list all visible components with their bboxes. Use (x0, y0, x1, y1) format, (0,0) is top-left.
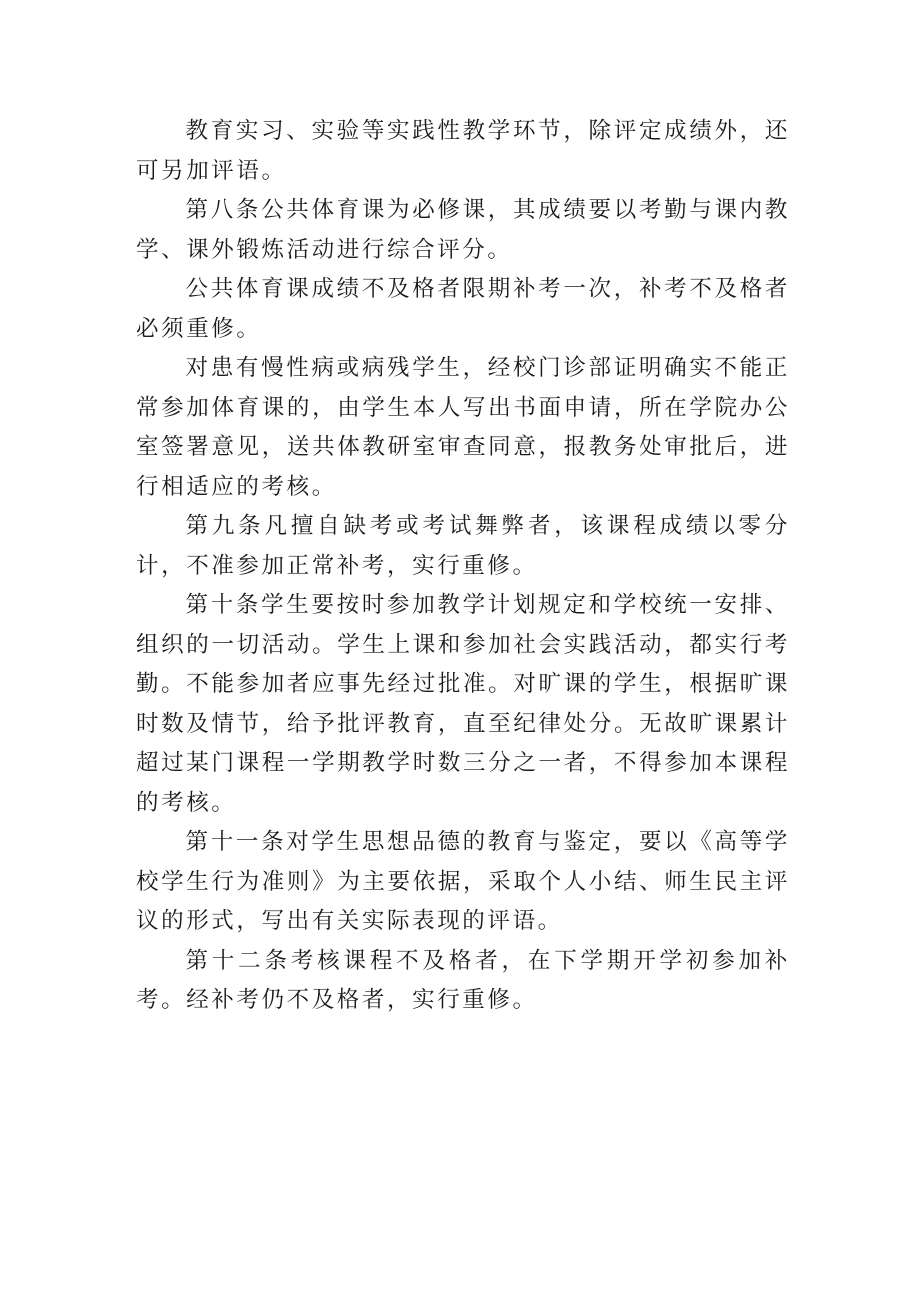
paragraph-chronic-illness: 对患有慢性病或病残学生，经校门诊部证明确实不能正常参加体育课的，由学生本人写出书面申请，所在学院办公室签署意见，送共体教研室审查同意，报教务处审批后，进行相适应的考核。 (136, 355, 790, 500)
paragraph-practice-evaluation: 教育实习、实验等实践性教学环节，除评定成绩外，还可另加评语。 (136, 118, 790, 184)
paragraph-article-11: 第十一条对学生思想品德的教育与鉴定，要以《高等学校学生行为准则》为主要依据，采取个人小结、师生民主评议的形式，写出有关实际表现的评语。 (136, 829, 790, 934)
paragraph-pe-makeup-exam: 公共体育课成绩不及格者限期补考一次，补考不及格者必须重修。 (136, 276, 790, 342)
document-body (136, 112, 790, 1021)
paragraph-article-8: 第八条公共体育课为必修课，其成绩要以考勤与课内教学、课外锻炼活动进行综合评分。 (136, 197, 790, 263)
paragraph-article-12: 第十二条考核课程不及格者，在下学期开学初参加补考。经补考仍不及格者，实行重修。 (136, 947, 790, 1013)
paragraph-article-10: 第十条学生要按时参加教学计划规定和学校统一安排、组织的一切活动。学生上课和参加社会实践活动，都实行考勤。不能参加者应事先经过批准。对旷课的学生，根据旷课时数及情节，给予批评教育，直至纪律处分。无故旷课累计超过某门课程一学期教学时数三分之一者，不得参加本课程的考核。 (136, 592, 790, 816)
paragraph-article-9: 第九条凡擅自缺考或考试舞弊者，该课程成绩以零分计，不准参加正常补考，实行重修。 (136, 513, 790, 579)
